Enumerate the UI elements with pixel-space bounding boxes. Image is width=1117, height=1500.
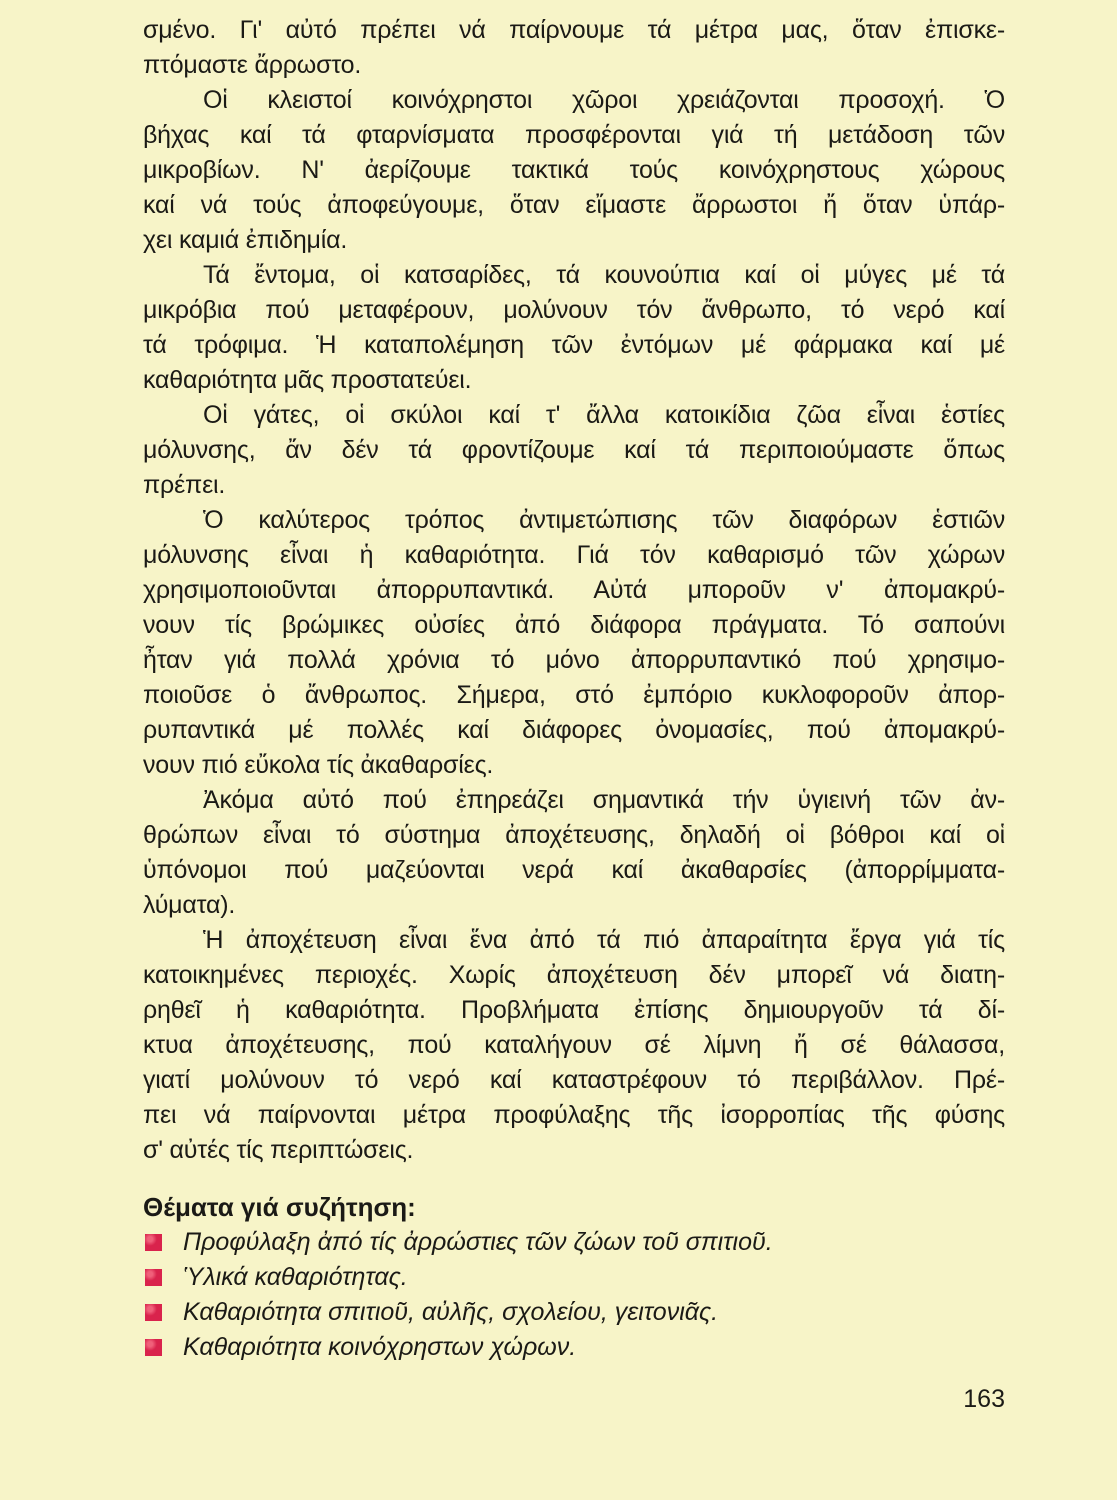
text-line: πτόμαστε ἄρρωστο. <box>143 51 362 79</box>
paragraph <box>143 13 1005 83</box>
text-line: κατοικημένες περιοχές. Χωρίς ἀποχέτευση δέν μπορεῖ νά διατη- <box>143 961 1005 989</box>
text-line: καί νά τούς ἀποφεύγουμε, ὅταν εἴμαστε ἄρρωστοι ἤ ὅταν ὑπάρ- <box>143 191 1005 219</box>
discussion-item <box>143 1260 1005 1295</box>
text-line: πρέπει. <box>143 471 226 499</box>
text-line: τά τρόφιμα. Ἡ καταπολέμηση τῶν ἐντόμων μέ φάρμακα καί μέ <box>143 331 1005 359</box>
text-line: χει καμιά ἐπιδημία. <box>143 226 348 254</box>
paragraph <box>143 923 1005 1168</box>
text-line: μικροβίων. Ν' ἀερίζουμε τακτικά τούς κοινόχρηστους χώρους <box>143 156 1005 184</box>
discussion-item <box>143 1295 1005 1330</box>
discussion-item <box>143 1330 1005 1365</box>
text-line: ρυπαντικά μέ πολλές καί διάφορες ὀνομασίες, πού ἀπομακρύ- <box>143 716 1005 744</box>
text-line: Οἱ γάτες, οἱ σκύλοι καί τ' ἄλλα κατοικίδια ζῶα εἶναι ἑστίες <box>203 401 1005 429</box>
text-line: κτυα ἀποχέτευσης, πού καταλήγουν σέ λίμνη ἤ σέ θάλασσα, <box>143 1031 1005 1059</box>
text-line: μόλυνσης εἶναι ἡ καθαριότητα. Γιά τόν καθαρισμό τῶν χώρων <box>143 541 1005 569</box>
text-line: πει νά παίρνονται μέτρα προφύλαξης τῆς ἰσορροπίας τῆς φύσης <box>143 1101 1005 1129</box>
square-bullet-icon <box>145 1234 162 1251</box>
square-bullet-icon <box>145 1269 162 1286</box>
text-line: θρώπων εἶναι τό σύστημα ἀποχέτευσης, δηλαδή οἱ βόθροι καί οἱ <box>143 821 1005 849</box>
text-line: σ' αὐτές τίς περιπτώσεις. <box>143 1136 414 1164</box>
text-line: χρησιμοποιοῦνται ἀπορρυπαντικά. Αὐτά μποροῦν ν' ἀπομακρύ- <box>143 576 1005 604</box>
paragraph <box>143 503 1005 783</box>
text-line: ὑπόνομοι πού μαζεύονται νερά καί ἀκαθαρσίες (ἀπορρίμματα- <box>143 856 1005 884</box>
text-line: καθαριότητα μᾶς προστατεύει. <box>143 366 472 394</box>
square-bullet-icon <box>145 1304 162 1321</box>
paragraph <box>143 783 1005 923</box>
discussion-list <box>143 1225 1005 1365</box>
text-line: μικρόβια πού μεταφέρουν, μολύνουν τόν ἄνθρωπο, τό νερό καί <box>143 296 1005 324</box>
text-line: νουν τίς βρώμικες οὐσίες ἀπό διάφορα πράγματα. Τό σαπούνι <box>143 611 1005 639</box>
text-line: ρηθεῖ ἡ καθαριότητα. Προβλήματα ἐπίσης δημιουργοῦν τά δί- <box>143 996 1005 1024</box>
text-line: λύματα). <box>143 891 236 919</box>
text-line: Τά ἔντομα, οἱ κατσαρίδες, τά κουνούπια καί οἱ μύγες μέ τά <box>203 261 1005 289</box>
text-line: σμένο. Γι' αὐτό πρέπει νά παίρνουμε τά μέτρα μας, ὅταν ἐπισκε- <box>143 16 1005 44</box>
text-line: βήχας καί τά φταρνίσματα προσφέρονται γιά τή μετάδοση τῶν <box>143 121 1005 149</box>
text-line: Ὁ καλύτερος τρόπος ἀντιμετώπισης τῶν διαφόρων ἑστιῶν <box>203 506 1005 534</box>
text-line: ἦταν γιά πολλά χρόνια τό μόνο ἀπορρυπαντικό πού χρησιμο- <box>143 646 1005 674</box>
discussion-item-text: Καθαριότητα σπιτιοῦ, αὐλῆς, σχολείου, γειτονιᾶς. <box>183 1298 719 1326</box>
discussion-item-text: Καθαριότητα κοινόχρηστων χώρων. <box>183 1333 577 1361</box>
discussion-heading: Θέματα γιά συζήτηση: <box>143 1192 416 1222</box>
paragraph <box>143 83 1005 258</box>
text-line: Ἀκόμα αὐτό πού ἐπηρεάζει σημαντικά τήν ὑγιεινή τῶν ἀν- <box>203 786 1005 814</box>
paragraph <box>143 398 1005 503</box>
page-number: 163 <box>963 1385 1005 1413</box>
discussion-item-text: Προφύλαξη ἀπό τίς ἀρρώστιες τῶν ζώων τοῦ σπιτιοῦ. <box>183 1228 773 1256</box>
text-line: Οἱ κλειστοί κοινόχρηστοι χῶροι χρειάζονται προσοχή. Ὁ <box>203 86 1005 114</box>
discussion-item <box>143 1225 1005 1260</box>
text-line: νουν πιό εὔκολα τίς ἀκαθαρσίες. <box>143 751 494 779</box>
text-line: Ἡ ἀποχέτευση εἶναι ἕνα ἀπό τά πιό ἀπαραίτητα ἔργα γιά τίς <box>203 926 1005 954</box>
text-line: ποιοῦσε ὁ ἄνθρωπος. Σήμερα, στό ἐμπόριο κυκλοφοροῦν ἀπορ- <box>143 681 1005 709</box>
body-text <box>143 13 1005 1168</box>
paragraph <box>143 258 1005 398</box>
text-line: μόλυνσης, ἄν δέν τά φροντίζουμε καί τά περιποιούμαστε ὅπως <box>143 436 1005 464</box>
page-body <box>143 13 1005 1365</box>
square-bullet-icon <box>145 1339 162 1356</box>
discussion-item-text: Ὑλικά καθαριότητας. <box>183 1263 408 1291</box>
text-line: γιατί μολύνουν τό νερό καί καταστρέφουν τό περιβάλλον. Πρέ- <box>143 1066 1005 1094</box>
